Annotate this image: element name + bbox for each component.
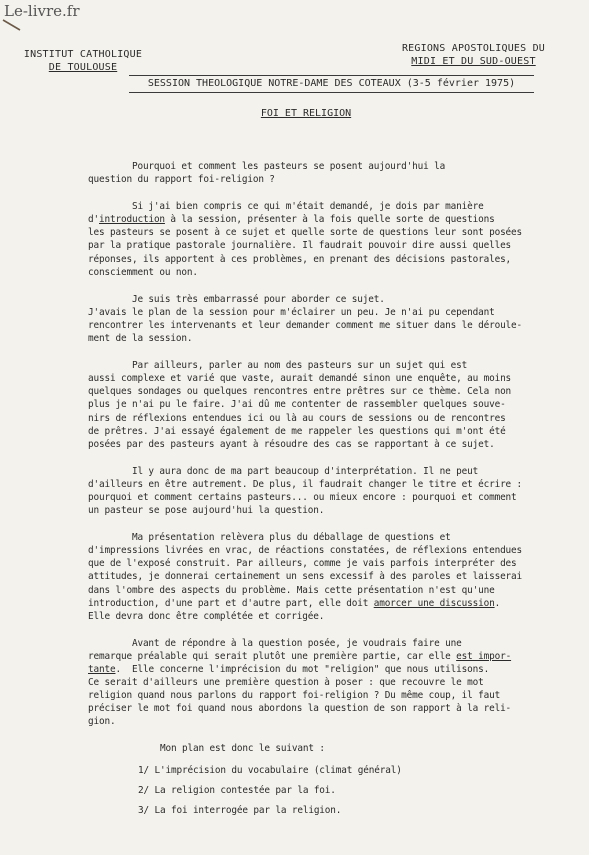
paragraph-line: d'introduction à la session, présenter à la fois quelle sorte de questions (88, 214, 495, 226)
paragraph-line: Ma présentation relèvera plus du déballage de questions et (88, 532, 451, 544)
paragraph-line: d'ailleurs en être autrement. De plus, il faudrait changer le titre et écrire : (88, 478, 523, 490)
paragraph-line: Ce serait d'ailleurs une première question à poser : que recouvre le mot (88, 677, 484, 689)
header-right-line-2: MIDI ET DU SUD-OUEST (411, 56, 536, 67)
plan-item-2: 2/ La religion contestée par la foi. (138, 784, 336, 796)
paragraph-line: aussi complexe et varié que vaste, aurait demandé sinon une enquête, au moins (88, 373, 512, 385)
pen-mark-icon (2, 18, 22, 32)
session-title: SESSION THEOLOGIQUE NOTRE-DAME DES COTEAUX (3-5 février 1975) (129, 75, 534, 93)
paragraph-line: Avant de répondre à la question posée, je voudrais faire une (88, 637, 462, 649)
plan-section (88, 742, 586, 816)
header-institution (18, 48, 148, 74)
paragraph-line: tante. Elle concerne l'imprécision du mot "religion" que nous utilisons. (88, 664, 490, 675)
paragraph-line: Par ailleurs, parler au nom des pasteurs sur un sujet qui est (88, 360, 468, 372)
paragraph-line: posées par des pasteurs ayant à résoudre des cas se rapportant à ce sujet. (88, 438, 495, 450)
paragraph-line: Je suis très embarrassé pour aborder ce sujet. (88, 293, 385, 305)
paragraph-line: J'avais le plan de la session pour m'éclairer un peu. Je n'ai pu cependant (88, 306, 495, 318)
paragraph-line: de prêtres. J'ai essayé également de me rappeler les questions qui m'ont été (88, 425, 506, 437)
paragraph-line: remarque préalable qui serait plutôt une première partie, car elle est impor- (88, 650, 512, 662)
paragraph-line: quelques sondages ou quelques rencontres entre prêtres sur ce thème. Cela non (88, 386, 512, 398)
paragraph-line: gion. (88, 716, 116, 728)
paragraph-line: plus je n'ai pu le faire. J'ai dû me contenter de rassembler quelques souve- (88, 399, 506, 411)
header-region (396, 42, 551, 68)
paragraph-2 (88, 200, 586, 279)
paragraph-4 (88, 359, 586, 451)
paragraph-5 (88, 465, 586, 517)
paragraph-line: Il y aura donc de ma part beaucoup d'interprétation. Il ne peut (88, 465, 479, 477)
paragraph-line: les pasteurs se posent à ce sujet et quelle sorte de questions leur sont posées (88, 227, 523, 239)
paragraph-line: d'impressions livrées en vrac, de réactions constatées, de réflexions entendues (88, 545, 523, 557)
paragraph-line: religion quand nous parlons du rapport foi-religion ? Du même coup, il faut (88, 690, 501, 702)
header-left-line-2: DE TOULOUSE (48, 62, 118, 73)
header-right-line-1: REGIONS APOSTOLIQUES DU (401, 43, 546, 54)
paragraph-line: dans l'ombre des aspects du problème. Mais cette présentation n'est qu'une (88, 584, 495, 596)
paragraph-line: attitudes, je donnerai certainement un sens excessif à des paroles et laisserai (88, 571, 523, 583)
paragraph-line: réponses, ils apportent à ces problèmes, en prenant des décisions pastorales, (88, 253, 512, 265)
plan-item-3: 3/ La foi interrogée par la religion. (138, 804, 342, 816)
paragraph-line: Pourquoi et comment les pasteurs se posent aujourd'hui la (88, 161, 446, 172)
plan-item-1: 1/ L'imprécision du vocabulaire (climat général) (138, 764, 402, 776)
paragraph-line: consciemment ou non. (88, 266, 198, 278)
document-body (88, 160, 586, 824)
paragraph-line: introduction, d'une part et d'autre part, elle doit amorcer une discussion. (88, 597, 501, 609)
paragraph-line: Elle devra donc être complétée et corrigée. (88, 610, 325, 622)
paragraph-line: par la pratique pastorale journalière. Il faudrait pouvoir dire aussi quelles (88, 240, 512, 252)
paragraph-7 (88, 637, 586, 729)
paragraph-line: rencontrer les intervenants et leur demander comment me situer dans le déroule- (88, 319, 523, 331)
paragraph-line: un pasteur se pose aujourd'hui la question. (88, 505, 325, 517)
paragraph-line: nirs de réflexions entendues ici ou là au cours de sessions ou de rencontres (88, 412, 506, 424)
paragraph-line: Si j'ai bien compris ce qui m'était demandé, je dois par manière (88, 201, 484, 213)
paragraph-6 (88, 531, 586, 623)
watermark-logo: Le-livre.fr (4, 2, 80, 20)
paragraph-line: question du rapport foi-religion ? (88, 174, 275, 186)
paragraph-3 (88, 293, 586, 345)
paragraph-line: ment de la session. (88, 333, 193, 345)
paragraph-line: pourquoi et comment certains pasteurs... ou mieux encore : pourquoi et comment (88, 491, 517, 503)
header-left-line-1: INSTITUT CATHOLIQUE (23, 49, 143, 60)
paragraph-line: que de l'exposé construit. Par ailleurs, comme je vais parfois interpréter des (88, 558, 517, 570)
document-title: FOI ET RELIGION (260, 108, 352, 119)
plan-intro: Mon plan est donc le suivant : (160, 743, 325, 755)
paragraph-line: préciser le mot foi quand nous abordons la question de son rapport à la reli- (88, 703, 512, 715)
paragraph-1 (88, 160, 586, 186)
